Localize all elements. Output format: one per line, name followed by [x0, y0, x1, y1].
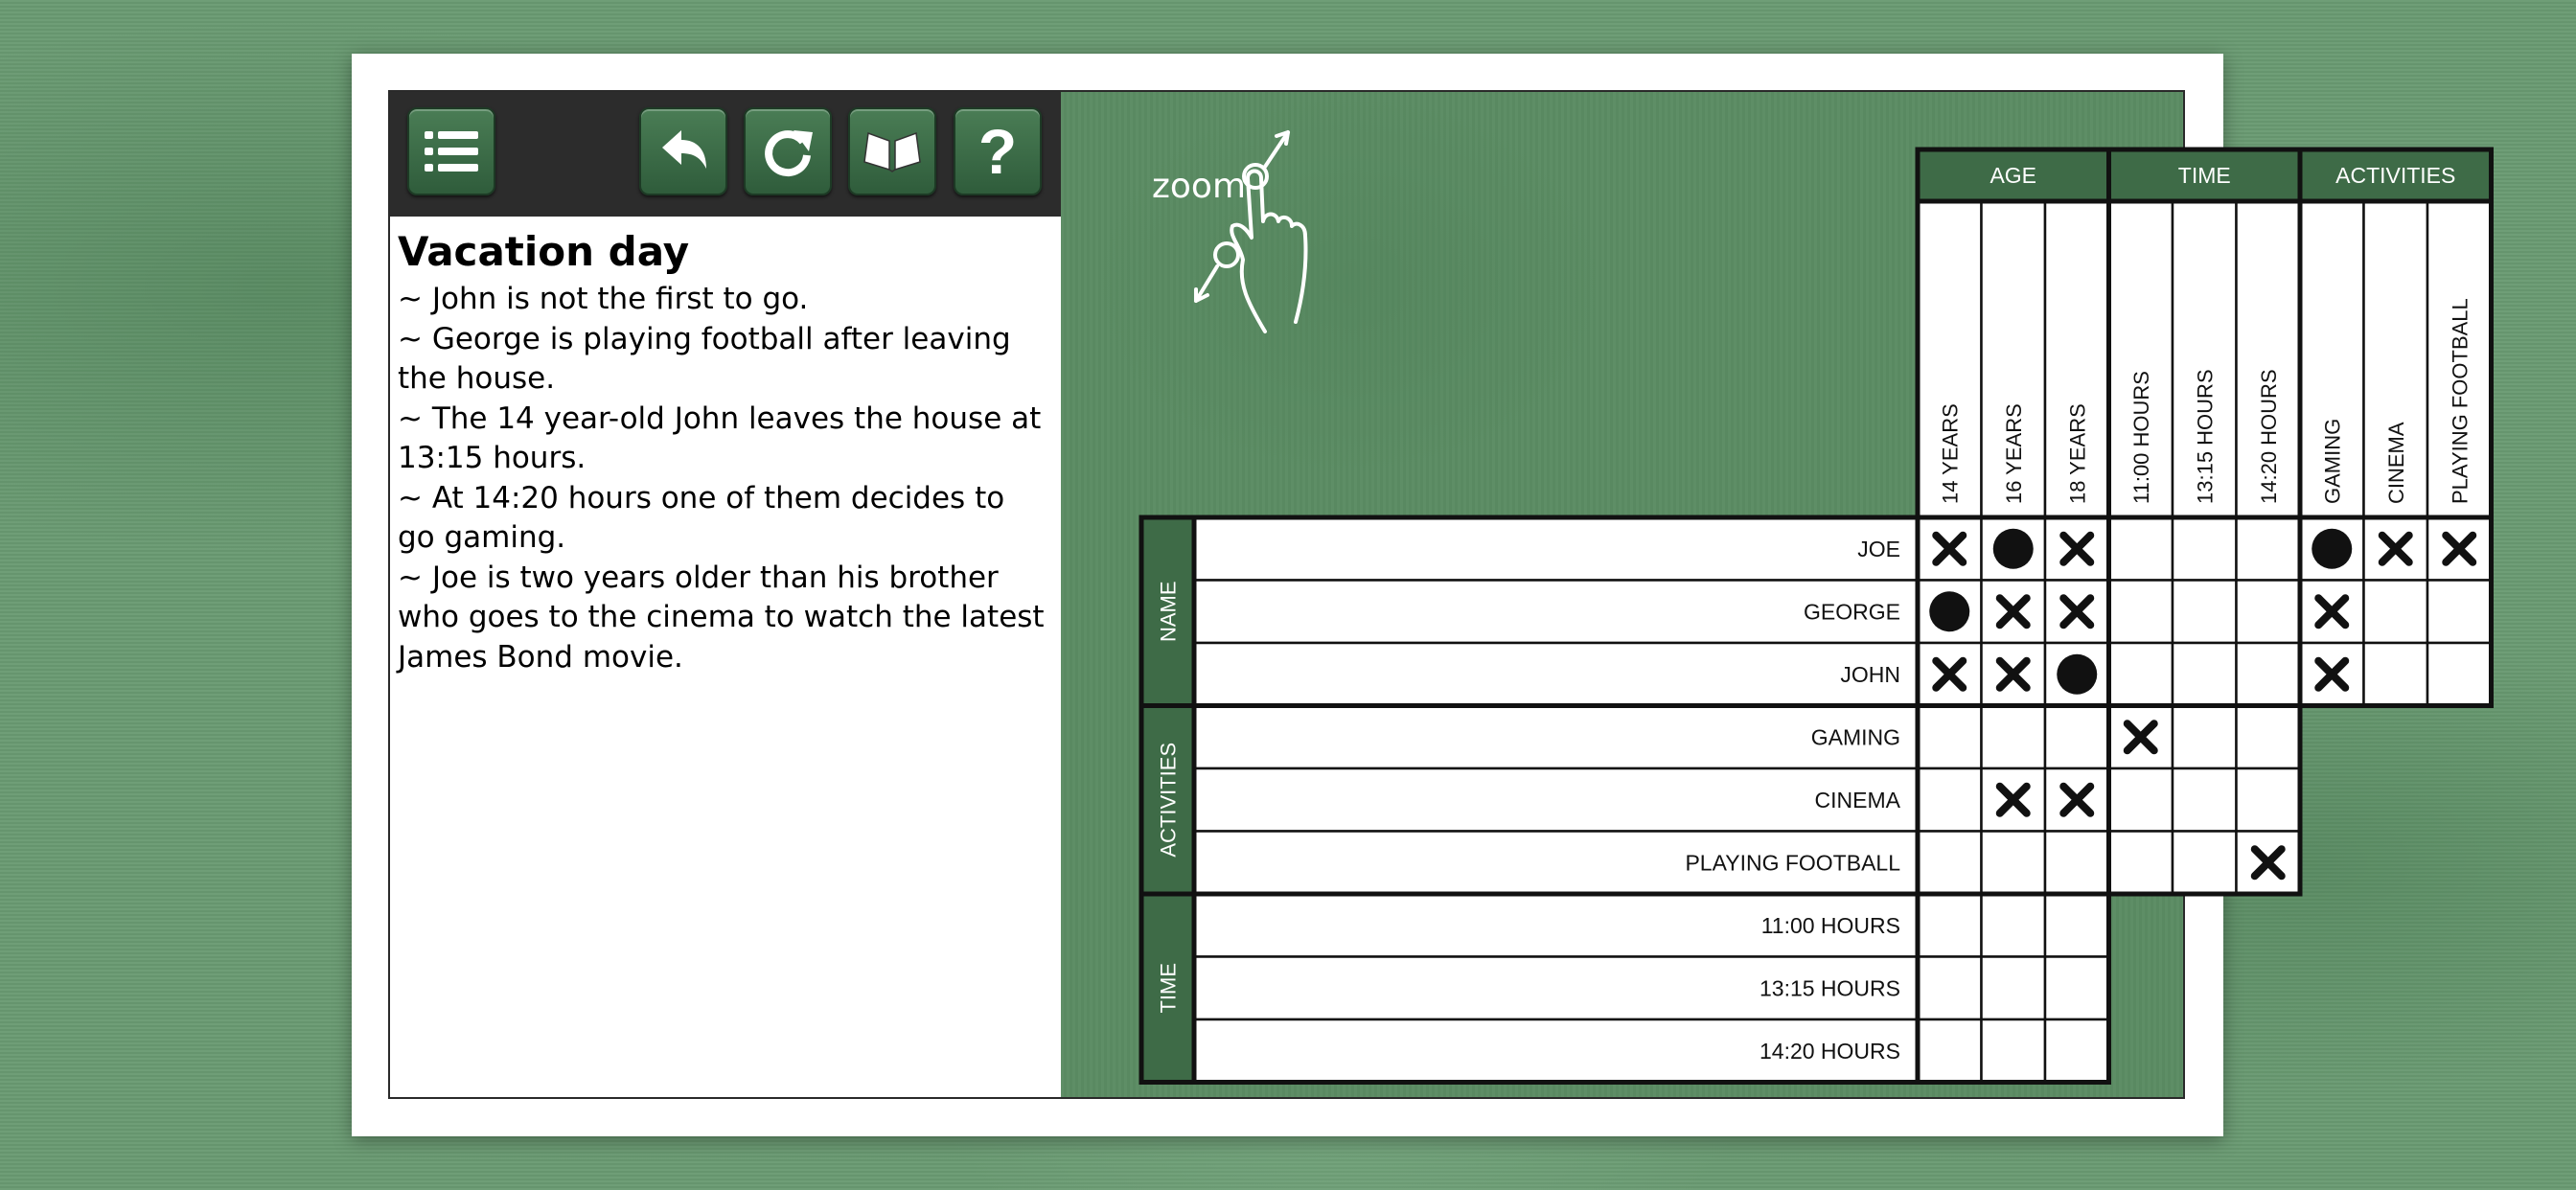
grid-cell[interactable]: [2237, 581, 2301, 644]
rules-button[interactable]: [848, 107, 936, 195]
column-label: 14 YEARS: [1938, 403, 1963, 504]
puzzle-board: [1061, 92, 2472, 1097]
grid-cell[interactable]: [1982, 957, 2046, 1020]
row-label: 13:15 HOURS: [1759, 975, 1900, 1001]
grid-cell[interactable]: [2173, 643, 2237, 706]
column-label: GAMING: [2320, 418, 2345, 504]
grid-cell[interactable]: [2173, 768, 2237, 832]
clue-2: ~ George is playing football after leaving the house.: [398, 321, 1011, 396]
grid-cell[interactable]: [2427, 581, 2492, 644]
grid-cell[interactable]: [2109, 768, 2174, 832]
column-group-title: ACTIVITIES: [2335, 163, 2456, 188]
clue-panel: [390, 92, 1061, 1097]
row-label: JOHN: [1840, 661, 1900, 687]
grid-cell[interactable]: [1918, 832, 1982, 895]
list-icon: [423, 127, 480, 175]
row-label: 11:00 HOURS: [1760, 912, 1900, 938]
game-frame: [388, 90, 2472, 1099]
column-label: CINEMA: [2383, 422, 2408, 504]
grid-cell[interactable]: [1982, 706, 2046, 769]
restart-button[interactable]: [744, 107, 832, 195]
grid-cell[interactable]: [2237, 643, 2301, 706]
logic-grid: [1061, 92, 2472, 1099]
row-group-title: TIME: [1156, 962, 1181, 1014]
grid-cell[interactable]: [2109, 517, 2174, 581]
grid-cell[interactable]: [2427, 643, 2492, 706]
dot-mark: [2057, 654, 2097, 695]
row-label: 14:20 HOURS: [1759, 1038, 1900, 1064]
grid-cell[interactable]: [1918, 957, 1982, 1020]
zoom-label: zoom: [1152, 167, 1247, 206]
grid-cell[interactable]: [2045, 957, 2109, 1020]
refresh-icon: [759, 123, 816, 180]
row-label-cell: [1194, 643, 1918, 706]
row-label: GEORGE: [1804, 599, 1900, 625]
column-label: 13:15 HOURS: [2193, 369, 2218, 504]
grid-cell[interactable]: [2045, 832, 2109, 895]
grid-cell[interactable]: [2045, 706, 2109, 769]
grid-cell[interactable]: [2173, 706, 2237, 769]
puzzle-title: Vacation day: [398, 228, 690, 275]
dot-mark: [1993, 529, 2034, 569]
row-label: PLAYING FOOTBALL: [1685, 850, 1900, 876]
row-group-title: NAME: [1156, 581, 1181, 643]
grid-cell[interactable]: [2364, 581, 2428, 644]
row-group-title: ACTIVITIES: [1156, 742, 1181, 858]
grid-cell[interactable]: [2173, 517, 2237, 581]
clues: [398, 228, 1049, 677]
undo-button[interactable]: [639, 107, 727, 195]
clue-1: ~ John is not the first to go.: [398, 282, 809, 316]
clue-5: ~ Joe is two years older than his brother who goes to the cinema to watch the latest James Bond movie.: [398, 560, 1045, 675]
toolbar: [390, 92, 1061, 217]
column-group-title: AGE: [1990, 163, 2037, 188]
column-label: PLAYING FOOTBALL: [2448, 298, 2472, 504]
row-label: CINEMA: [1814, 787, 1900, 812]
grid-cell[interactable]: [1982, 894, 2046, 957]
grid-cell[interactable]: [1918, 894, 1982, 957]
grid-cell[interactable]: [2045, 894, 2109, 957]
open-book-icon: [861, 127, 924, 175]
column-label: 11:00 HOURS: [2128, 371, 2153, 504]
row-label: GAMING: [1810, 724, 1900, 750]
dot-mark: [2312, 529, 2352, 569]
dot-mark: [1929, 591, 1969, 631]
help-button[interactable]: [954, 107, 1042, 195]
column-group-title: TIME: [2177, 163, 2231, 188]
game-card: [352, 54, 2472, 1136]
column-label: 18 YEARS: [2065, 403, 2090, 504]
grid-cell[interactable]: [2109, 643, 2174, 706]
column-label: 14:20 HOURS: [2256, 369, 2281, 504]
row-label-cell: [1194, 706, 1918, 769]
grid-cell[interactable]: [1918, 706, 1982, 769]
row-label-cell: [1194, 768, 1918, 832]
grid-cell[interactable]: [1982, 832, 2046, 895]
grid-cell[interactable]: [2173, 581, 2237, 644]
grid-cell[interactable]: [2045, 1019, 2109, 1083]
grid-cell[interactable]: [2364, 643, 2428, 706]
grid-cell[interactable]: [1982, 1019, 2046, 1083]
undo-arrow-icon: [655, 123, 712, 180]
grid-cell[interactable]: [2109, 832, 2174, 895]
row-label: JOE: [1857, 536, 1900, 561]
column-label: 16 YEARS: [2001, 403, 2026, 504]
grid-cell[interactable]: [2237, 706, 2301, 769]
grid-cell[interactable]: [2237, 768, 2301, 832]
grid-cell[interactable]: [2109, 581, 2174, 644]
grid-cell[interactable]: [2173, 832, 2237, 895]
grid-cell[interactable]: [1918, 1019, 1982, 1083]
clue-3: ~ The 14 year-old John leaves the house at 13:15 hours.: [398, 400, 1042, 475]
help-label: ?: [978, 116, 1018, 187]
grid-cell[interactable]: [2237, 517, 2301, 581]
menu-button[interactable]: [407, 107, 495, 195]
grid-cell[interactable]: [1918, 768, 1982, 832]
row-label-cell: [1194, 517, 1918, 581]
clue-4: ~ At 14:20 hours one of them decides to go gaming.: [398, 480, 1005, 555]
